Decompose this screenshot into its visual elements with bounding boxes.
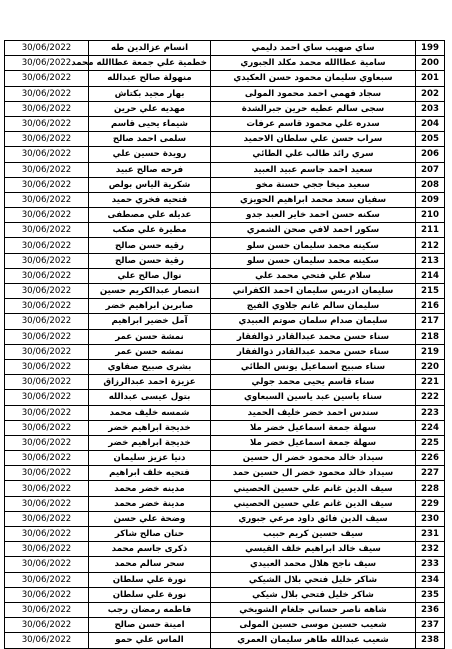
mother-name-cell: نورة علي سلطان: [89, 572, 211, 587]
mother-name-cell: مدينه خضر محمد: [89, 481, 211, 496]
table-row: [5, 101, 445, 116]
row-number-cell: 217: [416, 314, 445, 329]
row-number-cell: 214: [416, 268, 445, 283]
date-cell: 30/06/2022: [5, 405, 89, 420]
date-cell: 30/06/2022: [5, 132, 89, 147]
mother-name-cell: بشرى صبيح صفاوي: [89, 359, 211, 374]
row-number-cell: 220: [416, 359, 445, 374]
mother-name-cell: خطمية علي جمعة عطاالله محمد: [89, 56, 211, 71]
table-row: [5, 587, 445, 602]
full-name-cell: سناء ياسين عبد ياسين السبعاوي: [211, 390, 416, 405]
date-cell: 30/06/2022: [5, 359, 89, 374]
mother-name-cell: صابرين ابراهيم خضر: [89, 299, 211, 314]
mother-name-cell: مهديه علي حرين: [89, 101, 211, 116]
row-number-cell: 230: [416, 511, 445, 526]
date-cell: 30/06/2022: [5, 314, 89, 329]
table-row: [5, 162, 445, 177]
mother-name-cell: منهولة صالح عبدالله: [89, 71, 211, 86]
table-row: [5, 41, 445, 56]
mother-name-cell: رويدة حسين علي: [89, 147, 211, 162]
row-number-cell: 233: [416, 557, 445, 572]
full-name-cell: سيف الدين فائق داود مرعي جبوري: [211, 511, 416, 526]
table-row: [5, 56, 445, 71]
table-row: [5, 86, 445, 101]
full-name-cell: سكينه محمد سليمان حسن سلو: [211, 253, 416, 268]
table-row: [5, 147, 445, 162]
table-row: [5, 116, 445, 131]
mother-name-cell: فاطمه رمضان رجب: [89, 602, 211, 617]
date-cell: 30/06/2022: [5, 101, 89, 116]
table-row: [5, 602, 445, 617]
document-page: [4, 40, 444, 649]
mother-name-cell: خديجة ابراهيم خضر: [89, 435, 211, 450]
date-cell: 30/06/2022: [5, 420, 89, 435]
full-name-cell: سيداد خالد محمود خضر ال حسين حمد: [211, 466, 416, 481]
date-cell: 30/06/2022: [5, 86, 89, 101]
mother-name-cell: عزيزة احمد عبدالرزاق: [89, 375, 211, 390]
full-name-cell: سيداد خالد محمود خضر ال حسين: [211, 451, 416, 466]
full-name-cell: سعيد ميخا ججي حسنة مخو: [211, 177, 416, 192]
row-number-cell: 204: [416, 116, 445, 131]
mother-name-cell: شكرية الياس بولص: [89, 177, 211, 192]
mother-name-cell: انسام عزالدين طه: [89, 41, 211, 56]
row-number-cell: 237: [416, 618, 445, 633]
full-name-cell: شاهه ناصر حساني جلغام الشويخي: [211, 602, 416, 617]
row-number-cell: 234: [416, 572, 445, 587]
full-name-cell: سليمان سالم غانم جلاوي الفيج: [211, 299, 416, 314]
table-row: [5, 253, 445, 268]
table-row: [5, 284, 445, 299]
mother-name-cell: امينة حسن صالح: [89, 618, 211, 633]
full-name-cell: سيف حسين كريم حبيب: [211, 527, 416, 542]
date-cell: 30/06/2022: [5, 329, 89, 344]
table-row: [5, 572, 445, 587]
mother-name-cell: عديله علي مصطفى: [89, 208, 211, 223]
row-number-cell: 219: [416, 344, 445, 359]
mother-name-cell: بتول عيسى عبدالله: [89, 390, 211, 405]
full-name-cell: سبعاوي سليمان محمود حسن العكيدي: [211, 71, 416, 86]
table-row: [5, 420, 445, 435]
row-number-cell: 200: [416, 56, 445, 71]
date-cell: 30/06/2022: [5, 435, 89, 450]
table-row: [5, 542, 445, 557]
date-cell: 30/06/2022: [5, 511, 89, 526]
date-cell: 30/06/2022: [5, 116, 89, 131]
row-number-cell: 210: [416, 208, 445, 223]
full-name-cell: سناء حسن محمد عبدالقادر ذوالفقار: [211, 344, 416, 359]
full-name-cell: سناء حسن محمد عبدالقادر ذوالفقار: [211, 329, 416, 344]
mother-name-cell: سحر سالم محمد: [89, 557, 211, 572]
row-number-cell: 228: [416, 481, 445, 496]
row-number-cell: 223: [416, 405, 445, 420]
mother-name-cell: فتحيه فخري حميد: [89, 192, 211, 207]
mother-name-cell: نورة علي سلطان: [89, 587, 211, 602]
row-number-cell: 235: [416, 587, 445, 602]
mother-name-cell: دنيا عزيز سليمان: [89, 451, 211, 466]
full-name-cell: شاكر خليل فتحي بلال الشيكي: [211, 572, 416, 587]
date-cell: 30/06/2022: [5, 496, 89, 511]
table-row: [5, 618, 445, 633]
row-number-cell: 232: [416, 542, 445, 557]
full-name-cell: سليمان ادريس سليمان احمد الكفراني: [211, 284, 416, 299]
row-number-cell: 207: [416, 162, 445, 177]
table-row: [5, 481, 445, 496]
table-row: [5, 511, 445, 526]
table-row: [5, 527, 445, 542]
table-row: [5, 390, 445, 405]
date-cell: 30/06/2022: [5, 299, 89, 314]
table-row: [5, 344, 445, 359]
table-row: [5, 466, 445, 481]
full-name-cell: سندس احمد خضر خليف الحميد: [211, 405, 416, 420]
full-name-cell: سلام علي فتحي محمد علي: [211, 268, 416, 283]
row-number-cell: 238: [416, 633, 445, 648]
full-name-cell: سيف الدين غانم علي حسين الحصيني: [211, 496, 416, 511]
mother-name-cell: نمشه حسن عمر: [89, 344, 211, 359]
table-row: [5, 451, 445, 466]
table-row: [5, 375, 445, 390]
table-row: [5, 238, 445, 253]
full-name-cell: سامية عطاالله محمد مكلد الجبوري: [211, 56, 416, 71]
row-number-cell: 209: [416, 192, 445, 207]
date-cell: 30/06/2022: [5, 527, 89, 542]
full-name-cell: سناء صبيح اسماعيل يونس الطائي: [211, 359, 416, 374]
row-number-cell: 236: [416, 602, 445, 617]
date-cell: 30/06/2022: [5, 602, 89, 617]
roster-table-body: [5, 41, 445, 649]
mother-name-cell: رقية حسن صالح: [89, 253, 211, 268]
row-number-cell: 205: [416, 132, 445, 147]
mother-name-cell: سلمى احمد صالح: [89, 132, 211, 147]
row-number-cell: 208: [416, 177, 445, 192]
table-row: [5, 405, 445, 420]
roster-table: [4, 40, 445, 649]
full-name-cell: سري رائد طالب علي الطائي: [211, 147, 416, 162]
table-row: [5, 223, 445, 238]
date-cell: 30/06/2022: [5, 268, 89, 283]
mother-name-cell: رقيه حسن صالح: [89, 238, 211, 253]
full-name-cell: سدره علي محمود قاسم عرفات: [211, 116, 416, 131]
date-cell: 30/06/2022: [5, 633, 89, 648]
table-row: [5, 299, 445, 314]
table-row: [5, 177, 445, 192]
table-row: [5, 633, 445, 648]
date-cell: 30/06/2022: [5, 451, 89, 466]
mother-name-cell: آمل خضير ابراهيم: [89, 314, 211, 329]
date-cell: 30/06/2022: [5, 572, 89, 587]
row-number-cell: 206: [416, 147, 445, 162]
date-cell: 30/06/2022: [5, 284, 89, 299]
full-name-cell: سيف خالد ابراهيم خلف القيسي: [211, 542, 416, 557]
date-cell: 30/06/2022: [5, 542, 89, 557]
date-cell: 30/06/2022: [5, 618, 89, 633]
row-number-cell: 221: [416, 375, 445, 390]
date-cell: 30/06/2022: [5, 147, 89, 162]
row-number-cell: 202: [416, 86, 445, 101]
table-row: [5, 132, 445, 147]
date-cell: 30/06/2022: [5, 466, 89, 481]
full-name-cell: سراب حسن علي سلطان الاحميد: [211, 132, 416, 147]
full-name-cell: سهلة جمعة اسماعيل خضر ملا: [211, 420, 416, 435]
row-number-cell: 227: [416, 466, 445, 481]
row-number-cell: 229: [416, 496, 445, 511]
mother-name-cell: شيماء يحيى قاسم: [89, 116, 211, 131]
full-name-cell: سكينه محمد سليمان حسن سلو: [211, 238, 416, 253]
full-name-cell: ساي صهيب ساي احمد دليمي: [211, 41, 416, 56]
row-number-cell: 226: [416, 451, 445, 466]
row-number-cell: 222: [416, 390, 445, 405]
full-name-cell: سعيد احمد جاسم عبيد العبيد: [211, 162, 416, 177]
date-cell: 30/06/2022: [5, 375, 89, 390]
mother-name-cell: فرحه صالح عبيد: [89, 162, 211, 177]
mother-name-cell: حنان صالح شاكر: [89, 527, 211, 542]
full-name-cell: سجاد فهمي احمد محمود المولى: [211, 86, 416, 101]
mother-name-cell: فتحيه خلف ابراهيم: [89, 466, 211, 481]
mother-name-cell: خديجة ابراهيم خضر: [89, 420, 211, 435]
date-cell: 30/06/2022: [5, 344, 89, 359]
full-name-cell: سليمان صدام سلمان صوتم العبيدي: [211, 314, 416, 329]
table-row: [5, 557, 445, 572]
table-row: [5, 192, 445, 207]
mother-name-cell: نوال صالح علي: [89, 268, 211, 283]
table-row: [5, 359, 445, 374]
row-number-cell: 201: [416, 71, 445, 86]
full-name-cell: شعيب حسين موسى حسين المولى: [211, 618, 416, 633]
row-number-cell: 216: [416, 299, 445, 314]
mother-name-cell: انتصار عبدالكريم حسين: [89, 284, 211, 299]
full-name-cell: سكنه حسن احمد خاير العبد جدو: [211, 208, 416, 223]
date-cell: 30/06/2022: [5, 162, 89, 177]
table-row: [5, 329, 445, 344]
mother-name-cell: نمشة حسن عمر: [89, 329, 211, 344]
date-cell: 30/06/2022: [5, 192, 89, 207]
row-number-cell: 225: [416, 435, 445, 450]
full-name-cell: سكور احمد لافي صحن الشمري: [211, 223, 416, 238]
row-number-cell: 224: [416, 420, 445, 435]
date-cell: 30/06/2022: [5, 557, 89, 572]
date-cell: 30/06/2022: [5, 390, 89, 405]
date-cell: 30/06/2022: [5, 253, 89, 268]
table-row: [5, 496, 445, 511]
mother-name-cell: شمسه خليف محمد: [89, 405, 211, 420]
row-number-cell: 211: [416, 223, 445, 238]
row-number-cell: 199: [416, 41, 445, 56]
date-cell: 30/06/2022: [5, 41, 89, 56]
row-number-cell: 215: [416, 284, 445, 299]
table-row: [5, 71, 445, 86]
date-cell: 30/06/2022: [5, 587, 89, 602]
row-number-cell: 213: [416, 253, 445, 268]
full-name-cell: سيف الدين غانم علي حسين الحصيني: [211, 481, 416, 496]
row-number-cell: 212: [416, 238, 445, 253]
full-name-cell: سفيان سعد محمد ابراهيم الحويزي: [211, 192, 416, 207]
mother-name-cell: الماس علي حمو: [89, 633, 211, 648]
table-row: [5, 268, 445, 283]
mother-name-cell: مدينة خضر محمد: [89, 496, 211, 511]
row-number-cell: 218: [416, 329, 445, 344]
table-row: [5, 208, 445, 223]
full-name-cell: سهلة جمعة اسماعيل خضر ملا: [211, 435, 416, 450]
row-number-cell: 203: [416, 101, 445, 116]
date-cell: 30/06/2022: [5, 177, 89, 192]
date-cell: 30/06/2022: [5, 56, 89, 71]
full-name-cell: شعيب عبدالله طاهر سليمان العمري: [211, 633, 416, 648]
date-cell: 30/06/2022: [5, 208, 89, 223]
mother-name-cell: بهار مجيد بكتاش: [89, 86, 211, 101]
mother-name-cell: ذكرى جاسم محمد: [89, 542, 211, 557]
table-row: [5, 314, 445, 329]
full-name-cell: سناء قاسم يحيى محمد جولي: [211, 375, 416, 390]
table-row: [5, 435, 445, 450]
date-cell: 30/06/2022: [5, 238, 89, 253]
date-cell: 30/06/2022: [5, 71, 89, 86]
mother-name-cell: مطيرة علي صكب: [89, 223, 211, 238]
mother-name-cell: وضحة علي حسن: [89, 511, 211, 526]
date-cell: 30/06/2022: [5, 223, 89, 238]
full-name-cell: شاكر خليل فتحي بلال شيكي: [211, 587, 416, 602]
full-name-cell: سجى سالم عطيه حرين جبرالشدة: [211, 101, 416, 116]
date-cell: 30/06/2022: [5, 481, 89, 496]
row-number-cell: 231: [416, 527, 445, 542]
full-name-cell: سيف ناجح هلال محمد العبيدي: [211, 557, 416, 572]
